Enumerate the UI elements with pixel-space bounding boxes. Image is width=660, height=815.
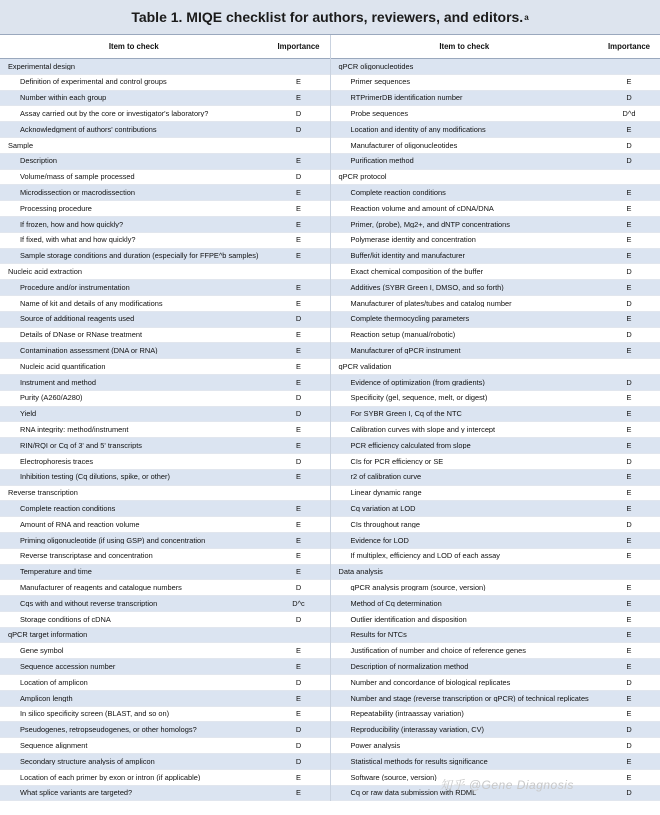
- importance-value: E: [626, 425, 632, 435]
- item-text: Inhibition testing (Cq dilutions, spike, or other): [20, 473, 170, 481]
- table-row: [0, 612, 330, 628]
- importance-value: D: [295, 124, 302, 134]
- item-text: CIs for PCR efficiency or SE: [350, 457, 444, 466]
- item-text: If multiplex, efficiency and LOD of each assay: [350, 552, 500, 560]
- item-text: Nucleic acid extraction: [8, 268, 82, 276]
- table-row: [0, 343, 330, 359]
- table-row: [0, 233, 330, 249]
- table-row: [0, 185, 330, 201]
- table-row: [331, 422, 660, 438]
- section-row: [331, 359, 660, 375]
- table-row: [0, 454, 330, 470]
- table-row: [331, 407, 660, 423]
- importance-value: D^c: [292, 598, 305, 608]
- item-text: Contamination assessment (DNA or RNA): [20, 347, 158, 355]
- importance-value: D: [626, 156, 632, 166]
- table-row: [331, 722, 660, 738]
- item-text: Statistical methods for results significance: [350, 757, 488, 766]
- table-row: [0, 106, 330, 122]
- importance-value: E: [296, 709, 301, 719]
- item-text: Software (source, version): [350, 773, 437, 781]
- table-row: [0, 786, 330, 802]
- item-text: Results for NTCs: [350, 631, 407, 639]
- importance-value: E: [626, 646, 632, 656]
- item-text: qPCR target information: [8, 631, 88, 639]
- item-text: RTPrimerDB identification number: [350, 94, 463, 102]
- table-row: [0, 675, 330, 691]
- table-row: [331, 375, 660, 391]
- right-header-row: [331, 35, 660, 59]
- item-text: Sample: [8, 141, 34, 150]
- item-text: Electrophoresis traces: [20, 457, 94, 466]
- right-rows: [331, 59, 660, 801]
- table-row: [0, 422, 330, 438]
- left-rows: [0, 59, 330, 801]
- table-row: [331, 201, 660, 217]
- importance-value: E: [626, 314, 632, 324]
- item-text: CIs throughout range: [350, 520, 420, 529]
- item-text: Amplicon length: [20, 694, 73, 702]
- importance-value: E: [296, 203, 301, 213]
- table-row: [331, 249, 660, 265]
- table-row: [331, 75, 660, 91]
- importance-value: D: [626, 330, 632, 340]
- table-row: [331, 106, 660, 122]
- table-row: [0, 722, 330, 738]
- item-text: Number within each group: [20, 94, 107, 102]
- table-row: [331, 612, 660, 628]
- table-row: [0, 770, 330, 786]
- table-row: [331, 643, 660, 659]
- item-text: If frozen, how and how quickly?: [20, 220, 124, 229]
- table-row: [331, 470, 660, 486]
- table-row: [0, 122, 330, 138]
- checklist-tables: [0, 35, 660, 801]
- table-row: [331, 754, 660, 770]
- item-text: If fixed, with what and how quickly?: [20, 236, 136, 244]
- item-text: Polymerase identity and concentration: [350, 236, 476, 244]
- table-row: [0, 596, 330, 612]
- item-text: Number and concordance of biological replicates: [350, 678, 511, 687]
- importance-value: E: [626, 346, 632, 356]
- table-row: [331, 122, 660, 138]
- title-footnote-mark: a: [524, 12, 529, 22]
- table-row: [331, 486, 660, 502]
- item-text: Description of normalization method: [350, 662, 469, 671]
- item-text: Experimental design: [8, 62, 75, 71]
- section-row: [0, 59, 330, 75]
- item-text: Details of DNase or RNase treatment: [20, 331, 142, 339]
- item-text: Pseudogenes, retropseudogenes, or other homologs?: [20, 726, 197, 734]
- item-text: RNA integrity: method/instrument: [20, 426, 129, 434]
- item-text: Complete reaction conditions: [350, 189, 446, 197]
- importance-value: E: [626, 693, 632, 703]
- item-text: Buffer/kit identity and manufacturer: [350, 252, 465, 260]
- item-text: r2 of calibration curve: [350, 473, 422, 481]
- importance-value: E: [626, 124, 632, 134]
- item-text: qPCR analysis program (source, version): [350, 583, 486, 592]
- importance-value: E: [296, 661, 301, 671]
- section-row: [0, 486, 330, 502]
- table-row: [0, 391, 330, 407]
- table-row: [0, 312, 330, 328]
- item-text: qPCR protocol: [338, 173, 387, 181]
- item-text: Sequence accession number: [20, 662, 116, 671]
- item-text: Temperature and time: [20, 568, 92, 576]
- table-row: [331, 91, 660, 107]
- table-row: [331, 596, 660, 612]
- importance-value: E: [626, 772, 632, 782]
- importance-value: E: [626, 219, 632, 229]
- importance-value: E: [296, 77, 301, 87]
- item-text: Evidence for LOD: [350, 536, 409, 544]
- table-row: [331, 391, 660, 407]
- importance-value: E: [626, 598, 632, 608]
- importance-value: E: [296, 156, 301, 166]
- importance-value: E: [296, 646, 301, 656]
- table-row: [0, 738, 330, 754]
- table-row: [331, 343, 660, 359]
- item-text: Secondary structure analysis of amplicon: [20, 757, 155, 766]
- item-text: Linear dynamic range: [350, 489, 422, 497]
- importance-value: D: [295, 393, 302, 403]
- section-row: [331, 565, 660, 581]
- importance-value: D: [626, 140, 632, 150]
- item-text: Complete thermocycling parameters: [350, 315, 470, 323]
- importance-value: E: [626, 614, 632, 624]
- item-text: Priming oligonucleotide (if using GSP) and concentration: [20, 536, 206, 544]
- item-text: PCR efficiency calculated from slope: [350, 441, 471, 450]
- table-row: [331, 154, 660, 170]
- table-row: [331, 501, 660, 517]
- item-text: Primer sequences: [350, 78, 411, 86]
- importance-value: D: [626, 298, 632, 308]
- importance-value: E: [626, 188, 632, 198]
- table-row: [331, 549, 660, 565]
- table-row: [0, 375, 330, 391]
- table-row: [0, 565, 330, 581]
- table-row: [331, 217, 660, 233]
- table-row: [0, 438, 330, 454]
- importance-value: E: [626, 488, 632, 498]
- table-row: [331, 675, 660, 691]
- left-header-row: [0, 35, 330, 59]
- importance-value: D: [295, 614, 302, 624]
- table-row: [0, 280, 330, 296]
- item-text: Method of Cq determination: [350, 599, 442, 608]
- table-row: [331, 738, 660, 754]
- importance-value: D: [295, 109, 302, 119]
- table-row: [331, 580, 660, 596]
- importance-value: D: [295, 725, 302, 735]
- table-row: [0, 154, 330, 170]
- table-row: [331, 438, 660, 454]
- table-row: [331, 691, 660, 707]
- item-header: Item to check: [439, 42, 490, 51]
- item-text: Name of kit and details of any modifications: [20, 299, 163, 308]
- item-text: Number and stage (reverse transcription or qPCR) of technical replicates: [350, 694, 589, 702]
- item-text: Repeatability (intraassay variation): [350, 710, 464, 718]
- importance-value: E: [296, 425, 301, 435]
- item-text: qPCR oligonucleotides: [338, 62, 414, 71]
- importance-value: D: [626, 740, 632, 750]
- item-text: Calibration curves with slope and y intercept: [350, 426, 496, 434]
- table-row: [331, 328, 660, 344]
- importance-value: E: [296, 330, 301, 340]
- importance-value: E: [296, 219, 301, 229]
- table-row: [331, 628, 660, 644]
- table-row: [0, 549, 330, 565]
- item-text: For SYBR Green I, Cq of the NTC: [350, 410, 462, 418]
- importance-value: E: [626, 661, 632, 671]
- table-row: [0, 217, 330, 233]
- importance-value: D: [626, 725, 632, 735]
- table-row: [0, 754, 330, 770]
- importance-value: E: [296, 519, 301, 529]
- importance-value: E: [296, 504, 301, 513]
- table-row: [0, 170, 330, 186]
- section-row: [0, 628, 330, 644]
- table-row: [0, 249, 330, 265]
- importance-value: E: [296, 361, 301, 371]
- table-row: [331, 280, 660, 296]
- importance-value: E: [296, 282, 301, 292]
- item-text: Reaction setup (manual/robotic): [350, 331, 456, 339]
- table-row: [0, 407, 330, 423]
- item-text: Gene symbol: [20, 647, 64, 655]
- table-row: [331, 185, 660, 201]
- item-text: Purification method: [350, 157, 414, 165]
- item-text: Microdissection or macrodissection: [20, 189, 136, 197]
- importance-value: E: [626, 282, 632, 292]
- importance-header: Importance: [277, 41, 320, 51]
- table-row: [331, 296, 660, 312]
- item-text: Evidence of optimization (from gradients): [350, 378, 485, 387]
- table-row: [0, 533, 330, 549]
- table-row: [0, 643, 330, 659]
- item-text: Additives (SYBR Green I, DMSO, and so forth): [350, 283, 504, 292]
- importance-value: E: [626, 504, 632, 513]
- importance-value: E: [296, 567, 301, 577]
- left-column: [0, 35, 331, 801]
- importance-value: E: [626, 251, 632, 261]
- table-row: [0, 691, 330, 707]
- table-row: [0, 580, 330, 596]
- table-row: [0, 470, 330, 486]
- item-text: Data analysis: [338, 568, 383, 576]
- item-text: Reproducibility (interassay variation, CV): [350, 726, 484, 734]
- importance-value: D: [626, 377, 632, 387]
- importance-value: E: [296, 346, 301, 356]
- importance-value: D: [295, 172, 302, 182]
- table-row: [0, 707, 330, 723]
- importance-value: E: [626, 393, 632, 403]
- importance-value: E: [296, 693, 301, 703]
- item-text: Assay carried out by the core or investigator's laboratory?: [20, 110, 209, 118]
- item-text: Reverse transcription: [8, 489, 78, 497]
- item-text: Procedure and/or instrumentation: [20, 283, 130, 292]
- item-text: Location of each primer by exon or intron (if applicable): [20, 773, 201, 781]
- importance-value: E: [296, 251, 301, 261]
- importance-value: D: [626, 788, 632, 798]
- importance-value: E: [626, 551, 632, 561]
- importance-value: E: [296, 235, 301, 245]
- importance-value: E: [296, 788, 301, 798]
- table-row: [0, 659, 330, 675]
- table-row: [331, 533, 660, 549]
- importance-value: E: [296, 535, 301, 545]
- item-text: Manufacturer of reagents and catalogue numbers: [20, 583, 182, 592]
- importance-value: D: [295, 314, 302, 324]
- item-text: Definition of experimental and control groups: [20, 78, 167, 86]
- item-text: Instrument and method: [20, 378, 97, 387]
- importance-value: E: [296, 551, 301, 561]
- section-row: [331, 59, 660, 75]
- importance-value: D: [295, 409, 302, 419]
- importance-value: E: [626, 77, 632, 87]
- item-text: Source of additional reagents used: [20, 315, 135, 323]
- item-text: Manufacturer of oligonucleotides: [350, 141, 458, 150]
- item-text: What splice variants are targeted?: [20, 789, 133, 797]
- item-text: Acknowledgment of authors' contributions: [20, 125, 157, 134]
- importance-value: E: [626, 582, 632, 592]
- item-text: Nucleic acid quantification: [20, 362, 106, 371]
- importance-value: E: [296, 298, 301, 308]
- item-text: Location and identity of any modifications: [350, 125, 486, 134]
- item-text: RIN/RQI or Cq of 3' and 5' transcripts: [20, 441, 142, 450]
- importance-value: E: [626, 235, 632, 245]
- item-text: Sequence alignment: [20, 741, 88, 750]
- section-row: [0, 264, 330, 280]
- table-row: [331, 659, 660, 675]
- item-text: Yield: [20, 410, 37, 418]
- section-row: [0, 138, 330, 154]
- table-row: [331, 233, 660, 249]
- importance-value: E: [626, 440, 632, 450]
- table-row: [0, 75, 330, 91]
- item-text: Sample storage conditions and duration (especially for FFPE^b samples): [20, 252, 259, 260]
- importance-value: D: [295, 582, 302, 592]
- item-text: Location of amplicon: [20, 678, 88, 687]
- table-row: [0, 201, 330, 217]
- importance-value: E: [296, 440, 301, 450]
- item-text: Specificity (gel, sequence, melt, or digest): [350, 394, 488, 402]
- table-row: [0, 328, 330, 344]
- item-text: Processing procedure: [20, 204, 92, 213]
- importance-value: E: [626, 203, 632, 213]
- item-text: Volume/mass of sample processed: [20, 173, 135, 181]
- item-text: Cq or raw data submission with RDML: [350, 789, 477, 797]
- importance-value: E: [296, 472, 301, 482]
- importance-value: D: [295, 740, 302, 750]
- importance-value: D: [295, 756, 302, 766]
- table-row: [0, 517, 330, 533]
- table-row: [331, 517, 660, 533]
- importance-value: D: [626, 456, 632, 466]
- importance-value: D: [295, 456, 302, 466]
- importance-value: E: [626, 535, 632, 545]
- item-text: Amount of RNA and reaction volume: [20, 520, 140, 529]
- table-row: [331, 707, 660, 723]
- importance-value: E: [626, 756, 632, 766]
- importance-value: D^d: [622, 109, 636, 119]
- importance-value: E: [626, 709, 632, 719]
- item-text: Storage conditions of cDNA: [20, 615, 111, 623]
- item-text: Reaction volume and amount of cDNA/DNA: [350, 204, 494, 213]
- item-text: Description: [20, 157, 57, 165]
- table-row: [331, 454, 660, 470]
- item-text: In silico specificity screen (BLAST, and so on): [20, 710, 170, 718]
- importance-value: E: [296, 188, 301, 198]
- item-text: Probe sequences: [350, 110, 409, 118]
- item-text: Outlier identification and disposition: [350, 615, 467, 623]
- item-text: Power analysis: [350, 741, 401, 750]
- table-row: [0, 501, 330, 517]
- item-text: Exact chemical composition of the buffer: [350, 268, 484, 276]
- importance-value: D: [626, 677, 632, 687]
- item-text: Cq variation at LOD: [350, 505, 416, 513]
- importance-value: E: [296, 377, 301, 387]
- importance-value: D: [626, 267, 632, 277]
- importance-value: E: [626, 472, 632, 482]
- importance-header: Importance: [607, 41, 651, 51]
- item-text: Primer, (probe), Mg2+, and dNTP concentrations: [350, 220, 510, 229]
- item-header: Item to check: [108, 42, 159, 51]
- item-text: Cqs with and without reverse transcription: [20, 599, 158, 608]
- table-row: [0, 91, 330, 107]
- table-row: [331, 138, 660, 154]
- item-text: Manufacturer of qPCR instrument: [350, 347, 461, 355]
- item-text: qPCR validation: [338, 362, 392, 371]
- table-row: [0, 296, 330, 312]
- item-text: Justification of number and choice of reference genes: [350, 647, 526, 655]
- table-title: [0, 0, 660, 35]
- importance-value: E: [296, 772, 301, 782]
- importance-value: D: [626, 519, 632, 529]
- importance-value: E: [296, 93, 301, 103]
- right-column: [331, 35, 660, 801]
- importance-value: D: [295, 677, 302, 687]
- table-title-text: Table 1. MIQE checklist for authors, reviewers, and editors.: [131, 9, 524, 25]
- section-row: [331, 170, 660, 186]
- item-text: Complete reaction conditions: [20, 505, 116, 513]
- item-text: Manufacturer of plates/tubes and catalog number: [350, 299, 512, 308]
- importance-value: D: [626, 93, 632, 103]
- importance-value: E: [626, 630, 632, 640]
- table-row: [331, 312, 660, 328]
- watermark: 知乎 @Gene Diagnosis: [440, 778, 574, 792]
- importance-value: E: [626, 409, 632, 419]
- table-row: [0, 359, 330, 375]
- item-text: Reverse transcriptase and concentration: [20, 552, 153, 560]
- item-text: Purity (A260/A280): [20, 394, 83, 402]
- table-row: [331, 264, 660, 280]
